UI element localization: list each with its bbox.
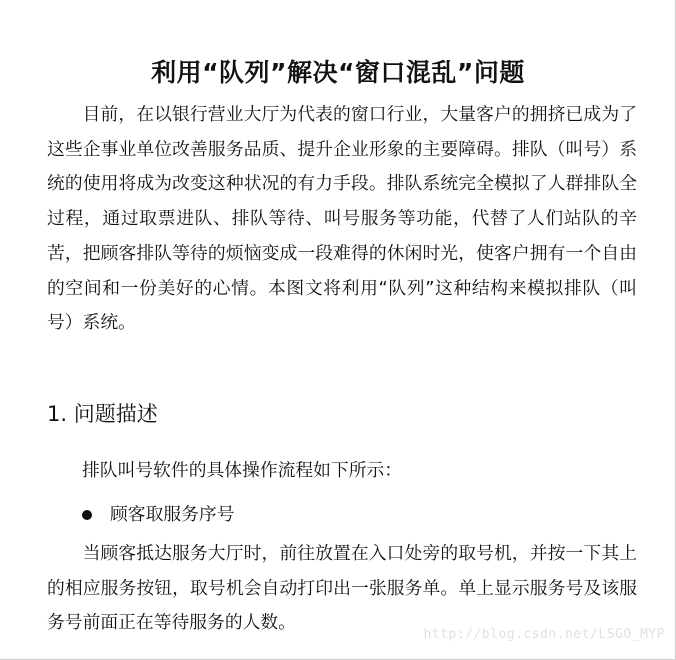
document-title: 利用“队列”解决“窗口混乱”问题 bbox=[151, 57, 525, 87]
watermark-text: http://blog.csdn.net/LSGO_MYP bbox=[423, 627, 665, 642]
bullet-detail-paragraph: 当顾客抵达服务大厅时，前往放置在入口处旁的取号机，并按一下其上的相应服务按钮，取号机会自动打印出一张服务单。单上显示服务号及该服务号前面正在等待服务的人数。 bbox=[47, 543, 637, 634]
bullet-dot-icon bbox=[82, 510, 92, 520]
section-heading: 1. 问题描述 bbox=[47, 402, 158, 426]
bullet-item-text: 顾客取服务序号 bbox=[110, 504, 235, 525]
intro-paragraph: 目前，在以银行营业大厅为代表的窗口行业，大量客户的拥挤已成为了这些企事业单位改善服务品质、提升企业形象的主要障碍。排队（叫号）系统的使用将成为改变这种状况的有力手段。排队系统完全模拟了人群排队全过程，通过取票进队、排队等待、叫号服务等功能，代替了人们站队的辛苦，把顾客排队等待的烦恼变成一段难得的休闲时光，使客户拥有一个自由的空间和一份美好的心情。本图文将利用“队列”这种结构来模拟排队（叫号）系统。 bbox=[47, 104, 637, 334]
section-intro-paragraph: 排队叫号软件的具体操作流程如下所示： bbox=[82, 460, 403, 481]
bullet-list-item bbox=[82, 500, 234, 530]
